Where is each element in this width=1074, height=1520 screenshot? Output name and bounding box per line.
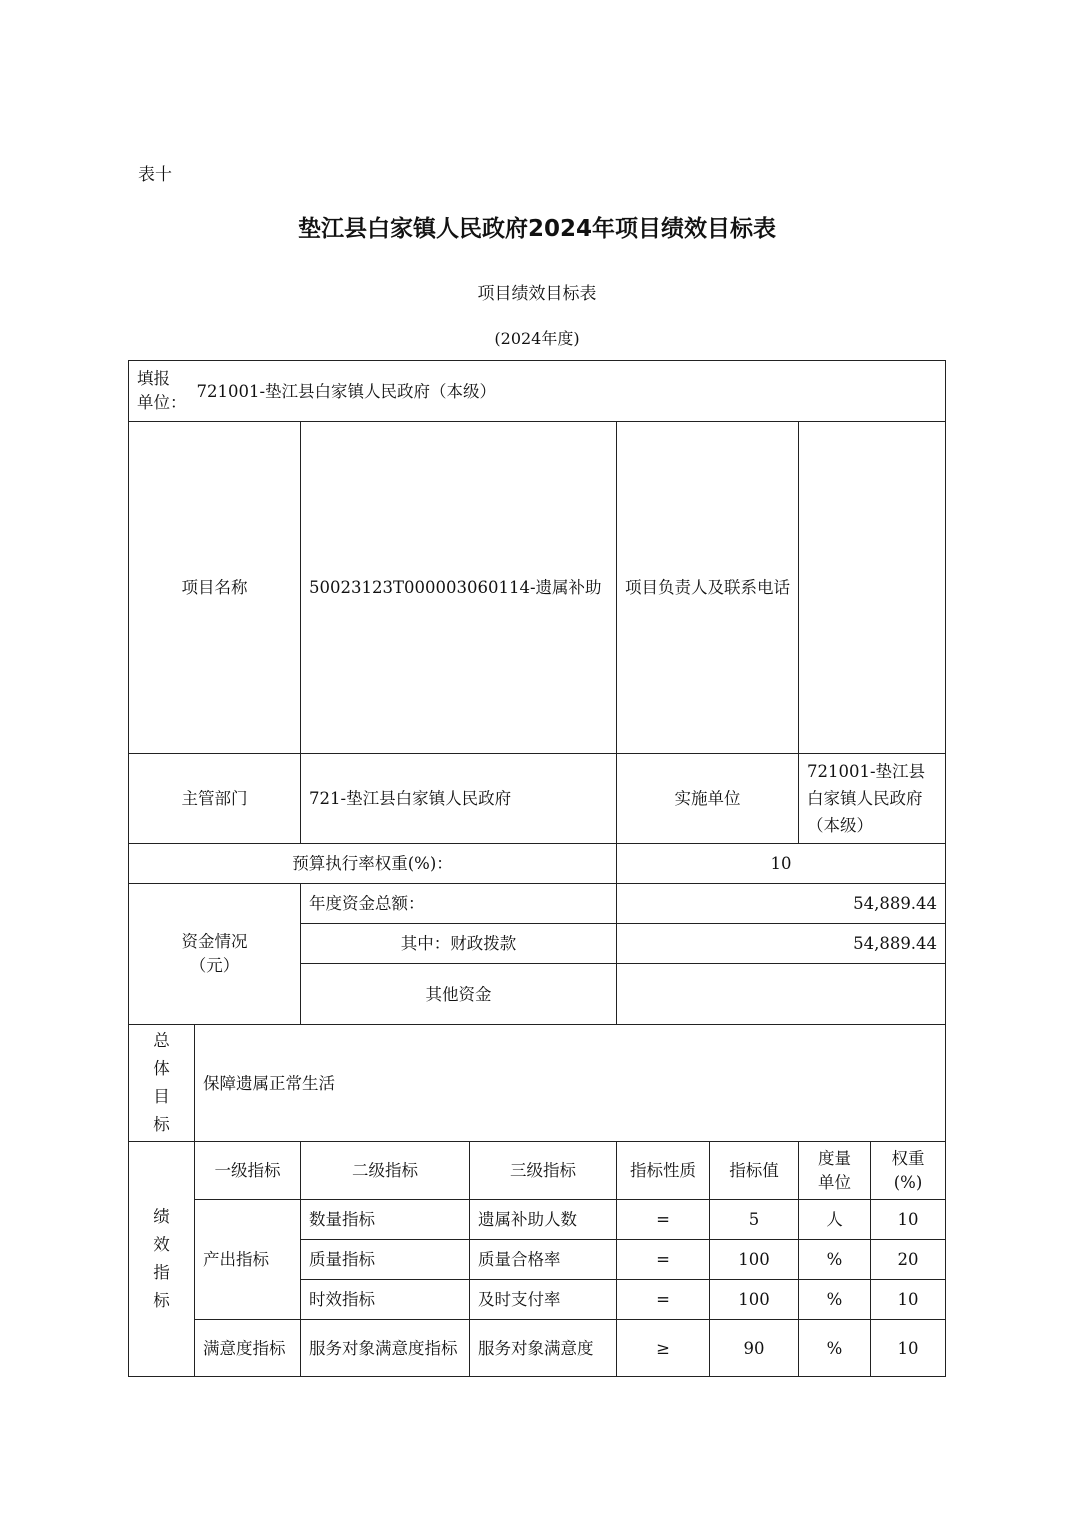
budget-weight-value: 10 xyxy=(617,844,946,884)
funds-total-value: 54,889.44 xyxy=(617,884,946,924)
level3-cell: 质量合格率 xyxy=(470,1240,617,1280)
nature-cell: = xyxy=(617,1280,710,1320)
department-value: 721-垫江县白家镇人民政府 xyxy=(301,754,617,844)
header-level2: 二级指标 xyxy=(301,1142,470,1200)
funds-row-total xyxy=(129,884,946,924)
table-row xyxy=(129,1200,946,1240)
department-row xyxy=(129,754,946,844)
header-value: 指标值 xyxy=(710,1142,799,1200)
funds-label: 资金情况 （元） xyxy=(129,884,301,1025)
level2-cell: 质量指标 xyxy=(301,1240,470,1280)
reporting-unit-label: 填报 单位： xyxy=(137,369,187,412)
nature-cell: = xyxy=(617,1200,710,1240)
project-name-value: 50023123T000003060114-遗属补助 xyxy=(301,422,617,754)
project-name-label: 项目名称 xyxy=(129,422,301,754)
value-cell: 100 xyxy=(710,1280,799,1320)
budget-weight-row xyxy=(129,844,946,884)
unit-cell: % xyxy=(799,1280,871,1320)
overall-goal-row xyxy=(129,1025,946,1142)
header-weight: 权重 (%) xyxy=(871,1142,946,1200)
level3-cell: 及时支付率 xyxy=(470,1280,617,1320)
reporting-unit-cell xyxy=(129,361,946,422)
performance-label: 绩 效 指 标 xyxy=(129,1142,195,1377)
header-level1: 一级指标 xyxy=(195,1142,301,1200)
funds-other-value xyxy=(617,964,946,1025)
funds-fiscal-value: 54,889.44 xyxy=(617,924,946,964)
implementing-unit-value: 721001-垫江县白家镇人民政府（本级） xyxy=(799,754,946,844)
page-label: 表十 xyxy=(138,165,172,185)
level2-cell: 数量指标 xyxy=(301,1200,470,1240)
nature-cell: = xyxy=(617,1240,710,1280)
header-unit: 度量 单位 xyxy=(799,1142,871,1200)
unit-cell: 人 xyxy=(799,1200,871,1240)
table-year: (2024年度) xyxy=(494,329,580,348)
level2-cell: 时效指标 xyxy=(301,1280,470,1320)
weight-cell: 10 xyxy=(871,1200,946,1240)
overall-goal-value: 保障遗属正常生活 xyxy=(195,1025,946,1142)
funds-other-label: 其他资金 xyxy=(301,964,617,1025)
performance-target-table xyxy=(128,360,946,1377)
implementing-unit-label: 实施单位 xyxy=(617,754,799,844)
weight-cell: 10 xyxy=(871,1280,946,1320)
weight-cell: 20 xyxy=(871,1240,946,1280)
header-nature: 指标性质 xyxy=(617,1142,710,1200)
unit-cell: % xyxy=(799,1320,871,1377)
department-label: 主管部门 xyxy=(129,754,301,844)
weight-cell: 10 xyxy=(871,1320,946,1377)
value-cell: 100 xyxy=(710,1240,799,1280)
level1-satisfaction: 满意度指标 xyxy=(195,1320,301,1377)
performance-header-row xyxy=(129,1142,946,1200)
unit-cell: % xyxy=(799,1240,871,1280)
nature-cell: ≥ xyxy=(617,1320,710,1377)
overall-goal-label: 总 体 目 标 xyxy=(129,1025,195,1142)
project-contact-label: 项目负责人及联系电话 xyxy=(617,422,799,754)
level3-cell: 遗属补助人数 xyxy=(470,1200,617,1240)
page-title: 垫江县白家镇人民政府2024年项目绩效目标表 xyxy=(297,216,776,242)
reporting-unit-row xyxy=(129,361,946,422)
budget-weight-label: 预算执行率权重(%)： xyxy=(129,844,617,884)
table-subtitle: 项目绩效目标表 xyxy=(477,284,597,304)
project-contact-value xyxy=(799,422,946,754)
funds-total-label: 年度资金总额： xyxy=(301,884,617,924)
table-row xyxy=(129,1320,946,1377)
funds-fiscal-label: 其中：财政拨款 xyxy=(301,924,617,964)
header-level3: 三级指标 xyxy=(470,1142,617,1200)
project-row xyxy=(129,422,946,754)
level3-cell: 服务对象满意度 xyxy=(470,1320,617,1377)
level2-cell: 服务对象满意度指标 xyxy=(301,1320,470,1377)
reporting-unit-value: 721001-垫江县白家镇人民政府（本级） xyxy=(196,381,497,401)
value-cell: 90 xyxy=(710,1320,799,1377)
level1-output: 产出指标 xyxy=(195,1200,301,1320)
value-cell: 5 xyxy=(710,1200,799,1240)
